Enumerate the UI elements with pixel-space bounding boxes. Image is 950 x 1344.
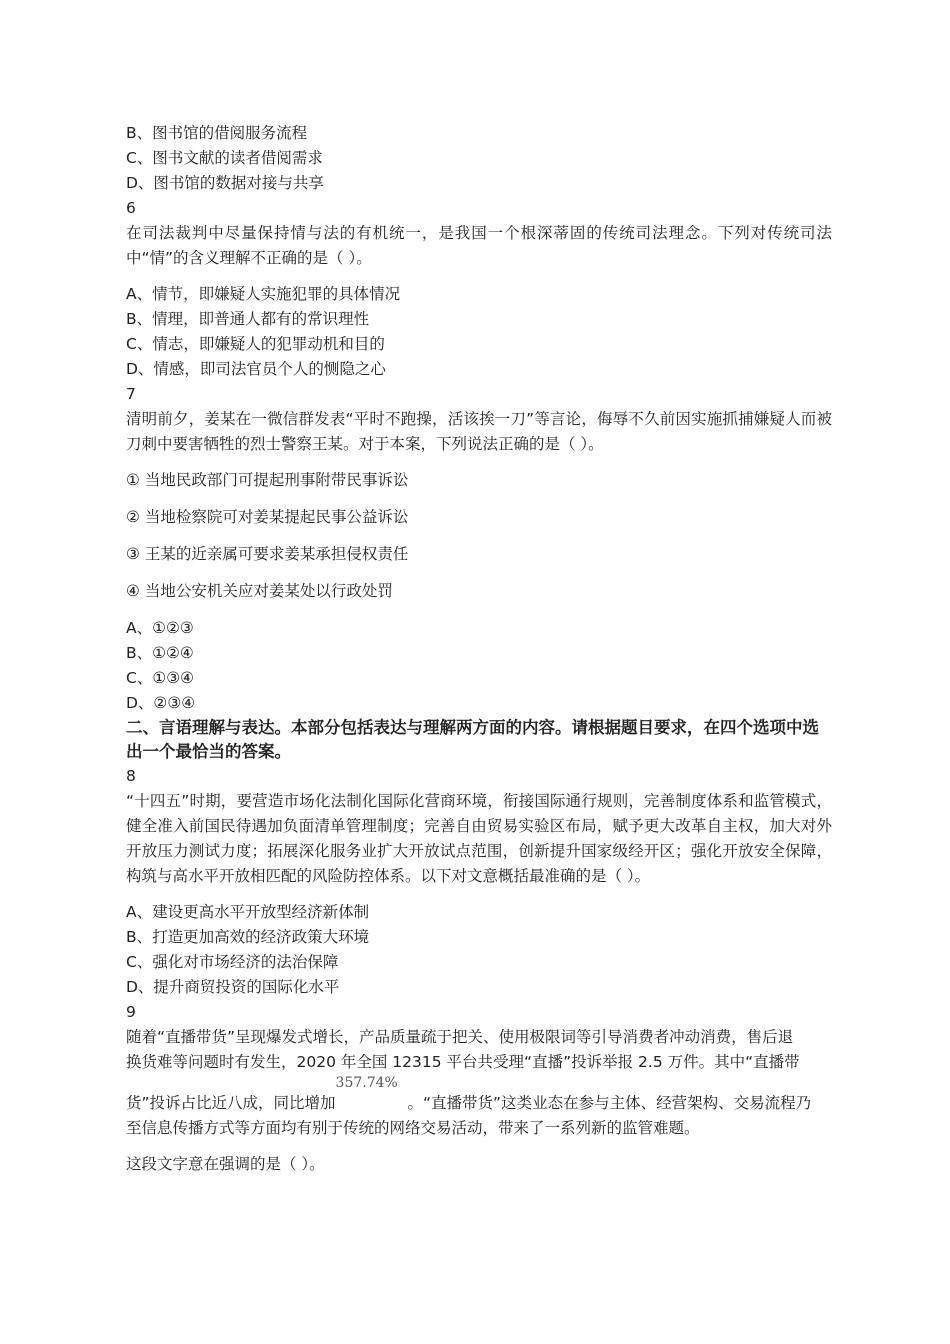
q6-stem: 在司法裁判中尽量保持情与法的有机统一，是我国一个根深蒂固的传统司法理念。下列对传统司法中“情”的含义理解不正确的是（ ）。 <box>126 224 832 267</box>
q9-stem-line-2: 换货难等问题时有发生，2020 年全国 12315 平台共受理“直播”投诉举报 2.5 万件。其中“直播带 <box>126 1053 800 1071</box>
q9-stem-line-3 <box>126 1075 832 1116</box>
q7-statement-4: ④ 当地公安机关应对姜某处以行政处罚 <box>126 582 393 600</box>
q9-formula-value: 357.74% <box>335 1075 398 1091</box>
section-2-heading: 二、言语理解与表达。本部分包括表达与理解两方面的内容。请根据题目要求，在四个选项中选出一个最恰当的答案。 <box>126 718 819 761</box>
q7-statement-3: ③ 王某的近亲属可要求姜某承担侵权责任 <box>126 545 409 563</box>
q6-option-b: B、情理，即普通人都有的常识理性 <box>126 310 370 328</box>
q7-option-c: C、①③④ <box>126 669 195 687</box>
q5-option-b: B、图书馆的借阅服务流程 <box>126 124 308 142</box>
q7-statement-1: ① 当地民政部门可提起刑事附带民事诉讼 <box>126 471 409 489</box>
q6-option-d: D、情感，即司法官员个人的恻隐之心 <box>126 360 386 378</box>
q8-stem: “十四五”时期，要营造市场化法制化国际化营商环境，衔接国际通行规则，完善制度体系和监管模式，健全准入前国民待遇加负面清单管理制度；完善自由贸易实验区布局，赋予更大改革自主权，加大对外开放压力测试力度；拓展深化服务业扩大开放试点范围，创新提升国家级经开区；强化开放安全保障，构筑与高水平开放相匹配的风险防控体系。以下对文意概括最准确的是（ ）。 <box>126 792 832 885</box>
q9-stem-line-3-end: 。“直播带货”这类业态在参与主体、经营架构、交易流程乃 <box>407 1094 812 1112</box>
q7-option-b: B、①②④ <box>126 644 194 662</box>
q8-number: 8 <box>126 767 136 785</box>
q6-number: 6 <box>126 199 136 217</box>
q9-number: 9 <box>126 1003 136 1021</box>
q9-formula <box>335 1075 408 1116</box>
q6-option-c: C、情志，即嫌疑人的犯罪动机和目的 <box>126 335 385 353</box>
q9-stem-line-4: 至信息传播方式等方面均有别于传统的网络交易活动，带来了一系列新的监管难题。 <box>126 1119 700 1137</box>
q8-option-b: B、打造更加高效的经济政策大环境 <box>126 928 370 946</box>
document-page <box>126 121 832 1177</box>
q5-option-c: C、图书文献的读者借阅需求 <box>126 149 323 167</box>
q8-option-c: C、强化对市场经济的法治保障 <box>126 953 339 971</box>
q7-stem: 清明前夕，姜某在一微信群发表“平时不跑操，活该挨一刀”等言论，侮辱不久前因实施抓捕嫌疑人而被刀刺中要害牺牲的烈士警察王某。对于本案，下列说法正确的是（ ）。 <box>126 410 832 453</box>
q7-option-a: A、①②③ <box>126 619 194 637</box>
q9-stem-line-1: 随着“直播带货”呈现爆发式增长，产品质量疏于把关、使用极限词等引导消费者冲动消费，售后退 <box>126 1028 794 1046</box>
q7-option-d: D、②③④ <box>126 694 196 712</box>
q9-question: 这段文字意在强调的是（ ）。 <box>126 1155 325 1173</box>
q5-option-d: D、图书馆的数据对接与共享 <box>126 174 324 192</box>
q6-option-a: A、情节，即嫌疑人实施犯罪的具体情况 <box>126 285 401 303</box>
q8-option-d: D、提升商贸投资的国际化水平 <box>126 978 340 996</box>
q9-stem-line-3-start: 货”投诉占比近八成，同比增加 <box>126 1094 336 1112</box>
q8-option-a: A、建设更高水平开放型经济新体制 <box>126 903 370 921</box>
q7-statement-2: ② 当地检察院可对姜某提起民事公益诉讼 <box>126 508 409 526</box>
q7-number: 7 <box>126 385 136 403</box>
